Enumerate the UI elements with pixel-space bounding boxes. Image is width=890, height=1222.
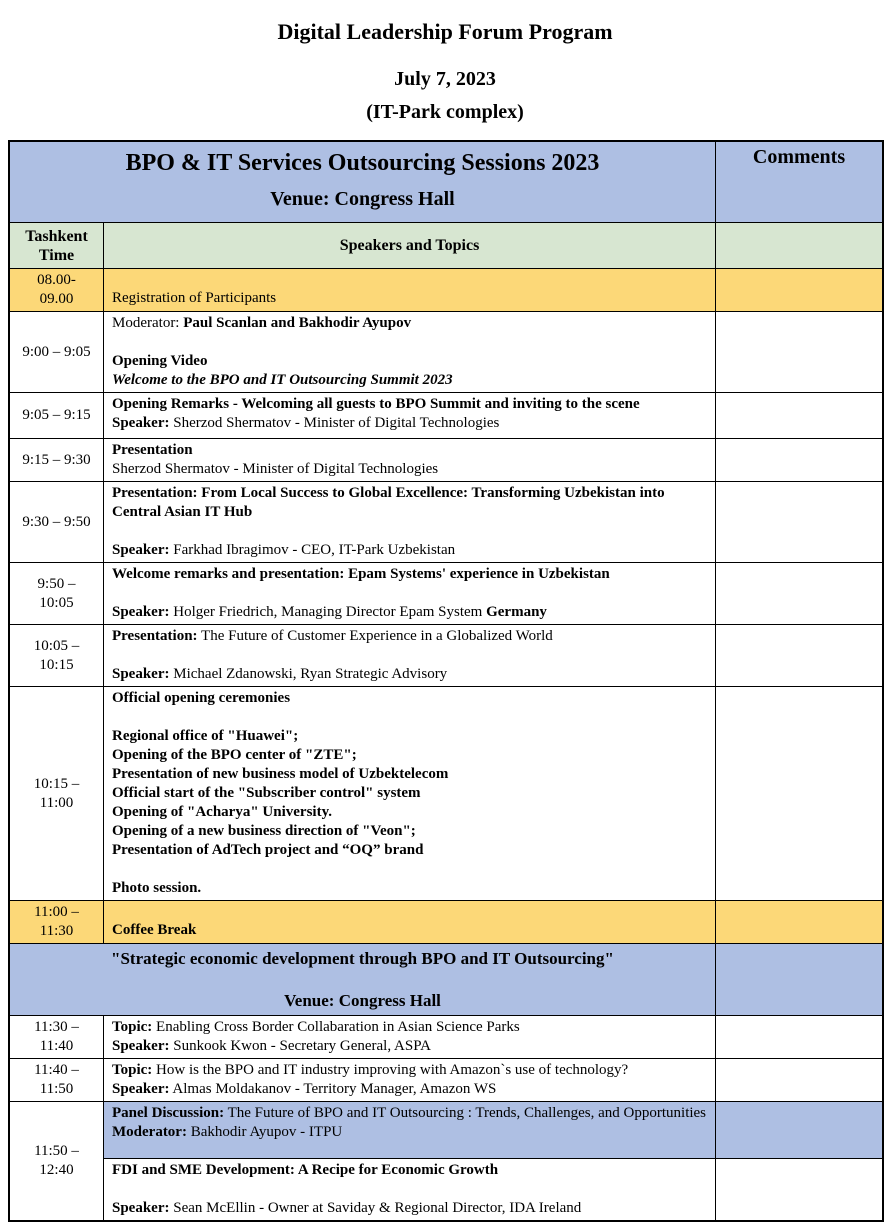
session-title: BPO & IT Services Outsourcing Sessions 2023 <box>125 150 600 176</box>
comments-cell <box>716 312 882 393</box>
time-text: 09.00 <box>39 291 74 307</box>
plain-text: Holger Friedrich, Managing Director Epam System <box>169 604 487 620</box>
plain-text: The Future of Customer Experience in a Globalized World <box>197 628 553 644</box>
text-line <box>112 1161 707 1180</box>
time-cell <box>10 312 104 393</box>
time-cell <box>10 482 104 563</box>
bold-text: Opening of a new business direction of "Veon"; <box>112 823 416 839</box>
page-title: Digital Leadership Forum Program <box>277 19 613 44</box>
table-header-main-cell <box>10 142 716 223</box>
time-cell <box>10 1016 104 1059</box>
text-line <box>112 314 707 333</box>
comments-cell <box>716 393 882 439</box>
text-line <box>112 765 707 784</box>
time-cell <box>10 687 104 901</box>
bold-text: Paul Scanlan and Bakhodir Ayupov <box>183 315 412 331</box>
text-line <box>112 784 707 803</box>
split-row-part <box>104 1159 882 1220</box>
content-cell <box>104 1159 716 1220</box>
plain-text: Moderator: <box>112 315 184 331</box>
bold-text: Topic: <box>112 1062 153 1078</box>
plain-text: Registration of Participants <box>112 290 277 306</box>
bold-text: Photo session. <box>112 880 202 896</box>
text-line <box>112 1018 707 1037</box>
time-text: 11:30 <box>39 923 74 939</box>
time-text: 10:05 – <box>33 637 80 654</box>
text-line <box>112 289 707 308</box>
comments-cell <box>716 563 882 625</box>
time-cell <box>10 1059 104 1102</box>
plain-text: Sean McEllin - Owner at Saviday & Regional Director, IDA Ireland <box>169 1200 582 1216</box>
text-line <box>112 822 707 841</box>
time-text: 12:40 <box>39 1162 74 1178</box>
comments-cell <box>716 1059 882 1102</box>
split-row-stack <box>104 1102 882 1220</box>
text-line <box>112 646 707 665</box>
table-row <box>10 944 882 1016</box>
text-line <box>112 541 707 560</box>
text-line <box>112 584 707 603</box>
text-line <box>112 689 707 708</box>
plain-text: Farkhad Ibragimov - CEO, IT-Park Uzbekistan <box>169 542 456 558</box>
text-line <box>112 841 707 860</box>
bold-text: Opening Remarks - Welcoming all guests to BPO Summit and inviting to the scene <box>112 396 640 412</box>
time-cell <box>10 563 104 625</box>
table-subheader-row <box>10 223 882 269</box>
text-line <box>112 484 707 522</box>
text-line <box>112 1037 707 1056</box>
bold-text: Speaker: <box>112 604 170 620</box>
text-line <box>112 1104 707 1123</box>
text-line <box>112 1123 707 1142</box>
bold-text: Speaker: <box>112 666 170 682</box>
time-cell <box>10 439 104 482</box>
content-cell <box>104 625 716 687</box>
bold-text: Germany <box>486 604 547 620</box>
text-line <box>112 879 707 898</box>
content-cell <box>104 312 716 393</box>
page-location: (IT-Park complex) <box>366 101 524 123</box>
comments-cell <box>716 439 882 482</box>
time-text: 08.00- <box>37 272 76 288</box>
plain-text: Bakhodir Ayupov - ITPU <box>186 1124 343 1140</box>
comments-cell <box>716 1102 882 1159</box>
text-line <box>112 1180 707 1199</box>
text-line <box>112 603 707 622</box>
text-line <box>112 1080 707 1099</box>
bold-text: Coffee Break <box>112 922 197 938</box>
plain-text: Sunkook Kwon - Secretary General, ASPA <box>169 1038 431 1054</box>
comments-cell <box>716 1159 882 1220</box>
text-line <box>112 665 707 684</box>
bold-text: Presentation: <box>112 628 198 644</box>
bold-text: Welcome to the BPO and IT Outsourcing Summit 2023 <box>112 372 453 388</box>
text-line <box>112 727 707 746</box>
table-row <box>10 312 882 393</box>
program-table <box>8 140 884 1222</box>
bold-text: Opening Video <box>112 353 208 369</box>
plain-text: How is the BPO and IT industry improving with Amazon`s use of technology? <box>152 1062 629 1078</box>
comments-cell <box>716 687 882 901</box>
text-line <box>112 441 707 460</box>
page-date: July 7, 2023 <box>394 68 496 90</box>
content-cell <box>104 482 716 563</box>
text-line <box>112 1199 707 1218</box>
bold-text: Speaker: <box>112 1200 170 1216</box>
table-row <box>10 625 882 687</box>
time-text: 11:40 – <box>34 1062 79 1078</box>
text-line <box>112 565 707 584</box>
section-header-cell <box>10 944 716 1016</box>
text-line <box>112 352 707 371</box>
bold-text: Presentation <box>112 442 193 458</box>
time-text: 9:15 – 9:30 <box>22 451 91 468</box>
comments-cell <box>716 944 882 1016</box>
comments-header-cell: Comments <box>716 142 882 223</box>
text-line <box>112 460 707 479</box>
bold-text: Speaker: <box>112 415 170 431</box>
time-cell <box>10 625 104 687</box>
bold-text: FDI and SME Development: A Recipe for Economic Growth <box>112 1162 499 1178</box>
text-line <box>112 921 707 940</box>
table-row <box>10 482 882 563</box>
text-line <box>112 627 707 646</box>
bold-text: Presentation: From Local Success to Global Excellence: Transforming Uzbekistan into Central Asian IT Hub <box>112 485 669 520</box>
bold-text: Moderator: <box>112 1124 187 1140</box>
time-cell <box>10 393 104 439</box>
table-row <box>10 563 882 625</box>
table-row <box>10 901 882 944</box>
plain-text: Sherzod Shermatov - Minister of Digital Technologies <box>112 461 439 477</box>
time-text: 11:50 – <box>34 1143 79 1159</box>
table-row <box>10 393 882 439</box>
bold-text: Opening of the BPO center of "ZTE"; <box>112 747 357 763</box>
table-row <box>10 1059 882 1102</box>
bold-text: Panel Discussion: <box>112 1105 225 1121</box>
comments-cell <box>716 1016 882 1059</box>
time-text: 9:30 – 9:50 <box>22 513 91 530</box>
table-row <box>10 269 882 312</box>
time-cell <box>10 1102 104 1220</box>
bold-text: Opening of "Acharya" University. <box>112 804 332 820</box>
table-row <box>10 1016 882 1059</box>
bold-text: Welcome remarks and presentation: Epam Systems' experience in Uzbekistan <box>112 566 610 582</box>
bold-text: Regional office of "Huawei"; <box>112 728 299 744</box>
session-venue: Venue: Congress Hall <box>270 188 455 210</box>
bold-text: Presentation of new business model of Uzbektelecom <box>112 766 449 782</box>
plain-text: The Future of BPO and IT Outsourcing : Trends, Challenges, and Opportunities <box>224 1105 707 1121</box>
content-cell <box>104 563 716 625</box>
time-text: 10:15 <box>39 656 74 673</box>
bold-text: Official start of the "Subscriber control" system <box>112 785 421 801</box>
text-line <box>112 1061 707 1080</box>
table-body <box>10 269 882 1220</box>
time-text: 11:50 <box>39 1081 74 1097</box>
table-row <box>10 687 882 901</box>
content-cell <box>104 269 716 312</box>
time-column-header: Tashkent Time <box>10 223 104 269</box>
time-text: 9:00 – 9:05 <box>22 343 91 360</box>
time-text: 11:30 – <box>34 1019 79 1035</box>
text-line <box>112 395 707 414</box>
plain-text: Sherzod Shermatov - Minister of Digital Technologies <box>169 415 500 431</box>
time-text: 9:05 – 9:15 <box>22 407 91 423</box>
bold-text: "Strategic economic development through BPO and IT Outsourcing" <box>111 949 614 968</box>
content-cell <box>104 393 716 439</box>
content-cell <box>104 439 716 482</box>
time-text: 11:40 <box>39 1038 74 1054</box>
text-line <box>112 522 707 541</box>
text-line <box>112 414 707 433</box>
split-row-part <box>104 1102 882 1159</box>
content-cell <box>104 1102 716 1159</box>
plain-text: Enabling Cross Border Collabaration in Asian Science Parks <box>152 1019 520 1035</box>
text-line <box>112 860 707 879</box>
content-cell <box>104 1059 716 1102</box>
comments-subheader-cell <box>716 223 882 269</box>
comments-cell <box>716 625 882 687</box>
content-cell <box>104 1016 716 1059</box>
text-line <box>112 708 707 727</box>
text-line <box>112 746 707 765</box>
bold-text: Official opening ceremonies <box>112 690 291 706</box>
time-text: 10:15 – <box>33 775 80 792</box>
text-line <box>112 371 707 390</box>
time-cell <box>10 901 104 944</box>
bold-text: Speaker: <box>112 1081 170 1097</box>
content-cell <box>104 687 716 901</box>
text-line <box>16 969 709 990</box>
content-cell <box>104 901 716 944</box>
text-line <box>112 803 707 822</box>
text-line <box>112 333 707 352</box>
table-row <box>10 1102 882 1220</box>
time-text: 9:50 – <box>37 575 76 592</box>
bold-text: Topic: <box>112 1019 153 1035</box>
bold-text: Presentation of AdTech project and “OQ” brand <box>112 842 424 858</box>
plain-text: Almas Moldakanov - Territory Manager, Amazon WS <box>169 1081 497 1097</box>
time-text: 11:00 – <box>34 904 79 920</box>
table-row <box>10 439 882 482</box>
time-text: 11:00 <box>39 794 74 811</box>
bold-text: Venue: Congress Hall <box>284 991 441 1010</box>
topics-column-header: Speakers and Topics <box>104 223 716 269</box>
time-cell <box>10 269 104 312</box>
table-header-row <box>10 142 882 223</box>
comments-cell <box>716 901 882 944</box>
bold-text: Speaker: <box>112 542 170 558</box>
plain-text: Michael Zdanowski, Ryan Strategic Advisory <box>169 666 448 682</box>
bold-text: Speaker: <box>112 1038 170 1054</box>
comments-cell <box>716 269 882 312</box>
comments-cell <box>716 482 882 563</box>
text-line <box>16 990 709 1011</box>
time-text: 10:05 <box>39 594 74 611</box>
text-line <box>16 948 709 969</box>
